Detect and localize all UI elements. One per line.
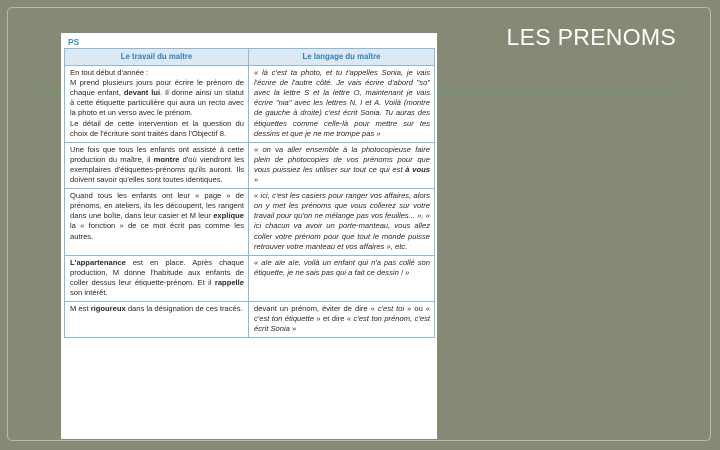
cell-text: « ici, c'est les casiers pour ranger vos affaires, alors on y met les prénoms que vous collerez sur votre travail pour qu'on ne mélange pas vos feuilles... », « ici chacun va avoir un porte-manteau, vous allez coller votre prénom pour que tout le monde puisse retrouver votre manteau et vos affaires », etc. bbox=[254, 191, 430, 251]
cell-text: » bbox=[254, 175, 259, 185]
teacher-work-cell bbox=[65, 66, 249, 143]
cell-text: d'où viendront les exemplaires d'étiquettes-prénoms qu'ils auront. Ils doivent savoir qu'elles sont toutes identiques. bbox=[70, 154, 244, 185]
class-level-label: PS bbox=[68, 37, 80, 47]
document-page bbox=[61, 33, 437, 439]
table-row bbox=[65, 302, 435, 338]
teacher-work-cell bbox=[65, 189, 249, 256]
cell-text: devant lui bbox=[123, 88, 161, 98]
teacher-work-cell bbox=[65, 302, 249, 338]
teacher-language-cell bbox=[249, 189, 435, 256]
cell-text: En tout début d'année : bbox=[70, 68, 149, 78]
slide-title: LES PRENOMS bbox=[506, 24, 676, 50]
cell-text: à vous bbox=[405, 164, 430, 174]
cell-text: montre bbox=[153, 154, 180, 164]
cell-text: la « fonction » de ce mot écrit pas comme les autres. bbox=[70, 221, 244, 241]
cell-text: . Il donne ainsi un statut à cette étiquette particulière qui aura un recto avec la photo et un verso avec le prénom. bbox=[70, 88, 245, 118]
cell-text: Une fois que tous les enfants ont assisté à cette production du maître, il bbox=[70, 144, 244, 164]
teacher-language-cell bbox=[249, 142, 435, 188]
teacher-language-cell bbox=[249, 302, 435, 338]
cell-text: c'est ton prénom, c'est écrit Sonia bbox=[254, 314, 430, 334]
cell-text: M prend plusieurs jours pour écrire le prénom de chaque enfant, bbox=[70, 78, 244, 98]
cell-text: « là c'est ta photo, et tu t'appelles Sonia, je vais l'écrire de l'autre côté. Je vais écrire d'abord "so" avec la lettre S et la lettre O, maintenant je vais écrire "nia" avec les lettres N, I et A. Voilà (montre de gauche à droite) c'est écrit Sonia. Tu auras des étiquettes comme celle-là pour mettre sur tes dessins et que je ne me trompe pas » bbox=[254, 68, 430, 138]
cell-text: rigoureux bbox=[90, 304, 126, 314]
cell-text: est en place. Après chaque production, M donne l'habitude aux enfants de coller dessus leur étiquette-prénom. Et il bbox=[70, 257, 244, 287]
table-row bbox=[65, 255, 435, 301]
cell-text: dans la désignation de ces tracés. bbox=[125, 304, 243, 314]
cell-text: son intérêt. bbox=[70, 287, 108, 297]
table-row bbox=[65, 142, 435, 188]
cell-text: devant un prénom, éviter de dire « bbox=[254, 304, 378, 314]
cell-text: c'est toi bbox=[377, 304, 405, 314]
header-teacher-work: Le travail du maître bbox=[65, 49, 249, 66]
cell-text: c'est ton étiquette bbox=[254, 314, 314, 324]
cell-text: Quand tous les enfants ont leur « page » de prénoms, en ateliers, ils les découpent, les rangent dans une boîte, dans leur casier et M leur bbox=[70, 191, 244, 221]
table-row bbox=[65, 66, 435, 143]
cell-text: « on va aller ensemble à la photocopieuse faire plein de photocopies de vos prénoms pour que vous puissiez les utiliser sur tout ce qui est bbox=[254, 144, 430, 174]
teacher-language-cell bbox=[249, 66, 435, 143]
cell-text: L'appartenance bbox=[70, 257, 126, 267]
teacher-language-cell bbox=[249, 255, 435, 301]
pedagogy-table bbox=[64, 48, 435, 338]
cell-text: rappelle bbox=[214, 277, 244, 287]
table-body bbox=[65, 66, 435, 338]
table-row bbox=[65, 189, 435, 256]
cell-text: » et dire « bbox=[313, 314, 354, 324]
header-teacher-language: Le langage du maître bbox=[249, 49, 435, 66]
cell-text: « aïe aïe aïe, voilà un enfant qui n'a pas collé son étiquette, je ne sais pas qui a fait ce dessin ! » bbox=[254, 257, 430, 277]
cell-text: Le détail de cette intervention et la question du choix de l'écriture sont traités dans l'Objectif 8. bbox=[70, 118, 244, 138]
cell-text: » ou « bbox=[404, 304, 430, 314]
teacher-work-cell bbox=[65, 255, 249, 301]
cell-text: » bbox=[289, 324, 297, 334]
table-header-row bbox=[65, 49, 435, 66]
cell-text: M est bbox=[70, 304, 91, 314]
teacher-work-cell bbox=[65, 142, 249, 188]
cell-text: explique bbox=[213, 211, 244, 221]
